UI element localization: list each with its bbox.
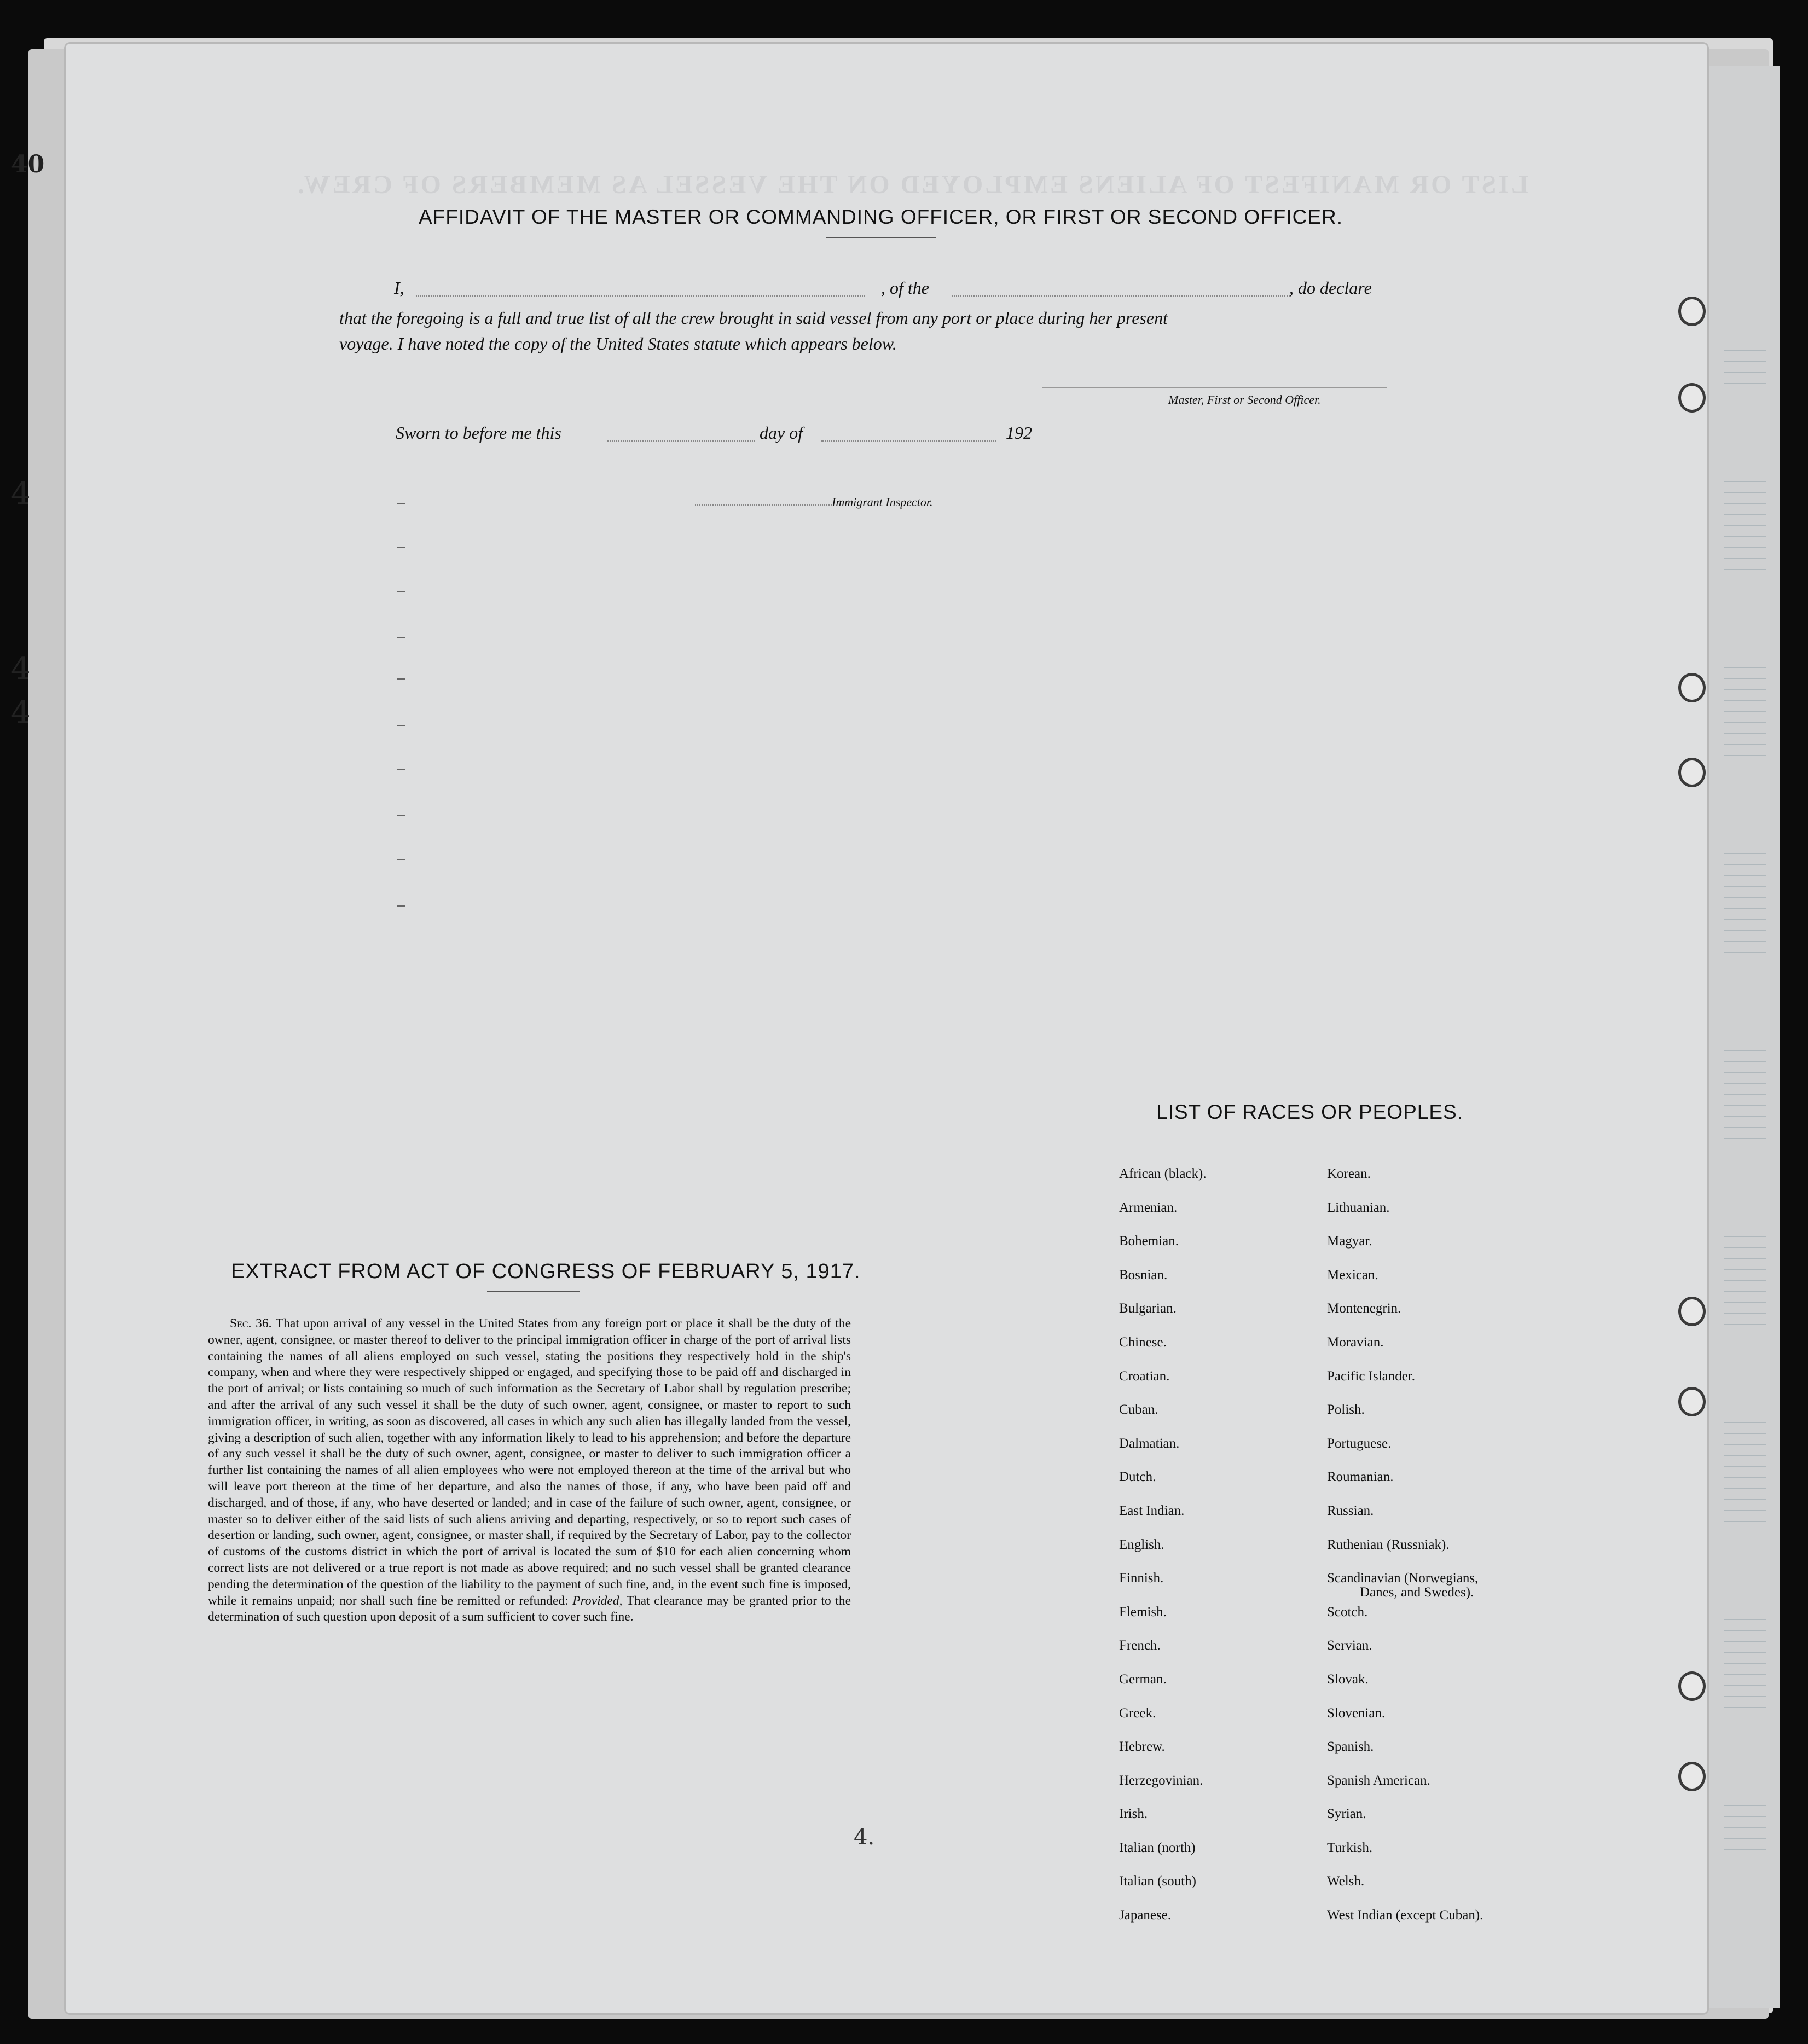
race-item: Ruthenian (Russniak). xyxy=(1327,1537,1450,1552)
affidavit-title: AFFIDAVIT OF THE MASTER OR COMMANDING OFFICER, OR FIRST OR SECOND OFFICER. xyxy=(419,206,1343,228)
punch-hole-icon xyxy=(1678,673,1706,702)
race-item: Dutch. xyxy=(1119,1470,1156,1485)
race-item: Slovak. xyxy=(1327,1671,1369,1687)
inspector-caption: Immigrant Inspector. xyxy=(832,495,933,509)
extract-provided: Provided, xyxy=(572,1593,623,1608)
punch-hole-icon xyxy=(1678,383,1706,413)
sworn-text: Sworn to before me this xyxy=(396,423,561,443)
race-item: Montenegrin. xyxy=(1327,1301,1401,1316)
race-item: Pacific Islander. xyxy=(1327,1368,1416,1384)
master-signature-line xyxy=(1042,387,1387,388)
race-item: Chinese. xyxy=(1119,1334,1167,1350)
race-item: Cuban. xyxy=(1119,1402,1158,1418)
race-item: African (black). xyxy=(1119,1166,1207,1181)
race-item: English. xyxy=(1119,1537,1164,1552)
race-item: Herzegovinian. xyxy=(1119,1773,1203,1788)
sworn-day-field xyxy=(607,440,755,442)
margin-mark-3: 4 xyxy=(11,695,31,730)
races-title: LIST OF RACES OR PEOPLES. xyxy=(1156,1101,1463,1123)
races-column-1 xyxy=(1119,1157,1207,1932)
race-item: Turkish. xyxy=(1327,1840,1373,1855)
race-item: East Indian. xyxy=(1119,1503,1185,1518)
race-item: Finnish. xyxy=(1119,1571,1164,1586)
punch-hole-icon xyxy=(1678,1387,1706,1416)
race-item: Portuguese. xyxy=(1327,1436,1392,1451)
race-item: West Indian (except Cuban). xyxy=(1327,1908,1484,1923)
race-item: Bohemian. xyxy=(1119,1234,1179,1249)
punch-hole-icon xyxy=(1678,1671,1706,1701)
margin-mark-top: 40 xyxy=(11,150,45,178)
race-item: Dalmatian. xyxy=(1119,1436,1180,1451)
master-name-field xyxy=(416,295,865,297)
race-item: Irish. xyxy=(1119,1807,1148,1822)
race-item: Spanish American. xyxy=(1327,1773,1430,1788)
section-label: Sec. 36. xyxy=(230,1316,272,1331)
punch-hole-icon xyxy=(1678,1762,1706,1791)
master-caption: Master, First or Second Officer. xyxy=(1168,393,1321,407)
race-item: Russian. xyxy=(1327,1503,1374,1518)
race-item: Hebrew. xyxy=(1119,1739,1165,1755)
affidavit-declare: , do declare xyxy=(1289,278,1372,298)
margin-mark-1: 4 xyxy=(11,476,31,512)
margin-mark-2: 4 xyxy=(11,651,31,687)
document-page xyxy=(66,44,1707,2013)
race-item: Polish. xyxy=(1327,1402,1365,1418)
affidavit-i: I, xyxy=(394,278,404,298)
race-item: Korean. xyxy=(1327,1166,1371,1181)
punch-hole-icon xyxy=(1678,297,1706,326)
extract-body xyxy=(208,1316,851,1625)
race-item: Syrian. xyxy=(1327,1807,1366,1822)
race-item: Scotch. xyxy=(1327,1604,1368,1619)
race-item: Armenian. xyxy=(1119,1200,1178,1215)
race-item: Moravian. xyxy=(1327,1334,1384,1350)
race-item: Spanish. xyxy=(1327,1739,1374,1755)
year-text: 192 xyxy=(1006,423,1032,443)
race-item: Magyar. xyxy=(1327,1234,1372,1249)
extract-text-2: That clearance may be granted prior to the determination of such question upon deposit of a sum sufficient to cover such fine. xyxy=(208,1593,851,1624)
race-item: Bulgarian. xyxy=(1119,1301,1177,1316)
race-item: Italian (south) xyxy=(1119,1874,1196,1889)
day-of-text: day of xyxy=(760,423,803,443)
sworn-month-field xyxy=(821,440,996,442)
bleed-through-heading: LIST OR MANIFEST OF ALIENS EMPLOYED ON THE VESSEL AS MEMBERS OF CREW. xyxy=(295,170,1528,199)
race-item: Lithuanian. xyxy=(1327,1200,1390,1215)
race-item: Welsh. xyxy=(1327,1874,1365,1889)
vessel-name-field xyxy=(952,295,1291,297)
extract-text-1: That upon arrival of any vessel in the United States from any foreign port or place it shall be the duty of the owner, agent, consignee, or master thereof to deliver to the principal immigration officer in charge of the port of arrival lists containing the names of all aliens employed on such vessel, stating the positions they respectively hold in the ship's company, when and where they were respectively shipped or engaged, and specifying those to be paid off and discharged in the port of arrival; or lists containing so much of such information as the Secretary of Labor shall by regulation prescribe; and after the arrival of any such vessel it shall be the duty of such owner, agent, consignee, or master to report to such immigration officer, in writing, as soon as discovered, all cases in which any such alien has illegally landed from the vessel, giving a description of such alien, together with any information likely to lead to his apprehension; and before the departure of any such vessel it shall be the duty of such owner, agent, consignee, or master to deliver to such immigration officer a further list containing the names of all alien employees who were not employed thereon at the time of the arrival but who will leave port thereon at the time of her departure, and also the names of those, if any, who have been paid off and discharged, and of those, if any, who have deserted or landed; and in case of the failure of such owner, agent, consignee, or master so to deliver either of the said lists of such aliens arriving and departing, respectively, or so to report such cases of desertion or landing, such owner, agent, consignee, or master shall, if required by the Secretary of Labor, pay to the collector of customs of the customs district in which the port of arrival is located the sum of $10 for each alien concerning whom correct lists are not delivered or a true report is not made as above required; and no such vessel shall be granted clearance pending the determination of the question of the liability to the payment of such fine, and, in the event such fine is imposed, while it remains unpaid; nor shall such fine be remitted or refunded: xyxy=(208,1316,851,1608)
race-item: Mexican. xyxy=(1327,1267,1378,1282)
race-item: Croatian. xyxy=(1119,1368,1170,1384)
underlying-grid-strip xyxy=(1724,350,1766,1855)
race-item-scandinavian: Scandinavian (Norwegians, Danes, and Swedes). xyxy=(1327,1571,1479,1600)
race-item: German. xyxy=(1119,1671,1167,1687)
race-item: Greek. xyxy=(1119,1705,1156,1721)
affidavit-line2: that the foregoing is a full and true list of all the crew brought in said vessel from any port or place during her present xyxy=(339,308,1168,328)
race-item: Slovenian. xyxy=(1327,1705,1386,1721)
races-column-2 xyxy=(1327,1157,1483,1932)
race-item: Flemish. xyxy=(1119,1604,1167,1619)
race-item: Roumanian. xyxy=(1327,1470,1394,1485)
affidavit-line3: voyage. I have noted the copy of the United States statute which appears below. xyxy=(339,334,897,353)
race-item: Italian (north) xyxy=(1119,1840,1196,1855)
race-item: Bosnian. xyxy=(1119,1267,1168,1282)
race-item: French. xyxy=(1119,1638,1161,1653)
punch-hole-icon xyxy=(1678,758,1706,787)
race-item: Servian. xyxy=(1327,1638,1372,1653)
extract-title: EXTRACT FROM ACT OF CONGRESS OF FEBRUARY 5, 1917. xyxy=(231,1260,861,1283)
punch-hole-icon xyxy=(1678,1297,1706,1326)
page-number-mark: 4. xyxy=(854,1825,875,1850)
affidavit-of-the: , of the xyxy=(881,278,929,298)
race-item: Japanese. xyxy=(1119,1908,1172,1923)
